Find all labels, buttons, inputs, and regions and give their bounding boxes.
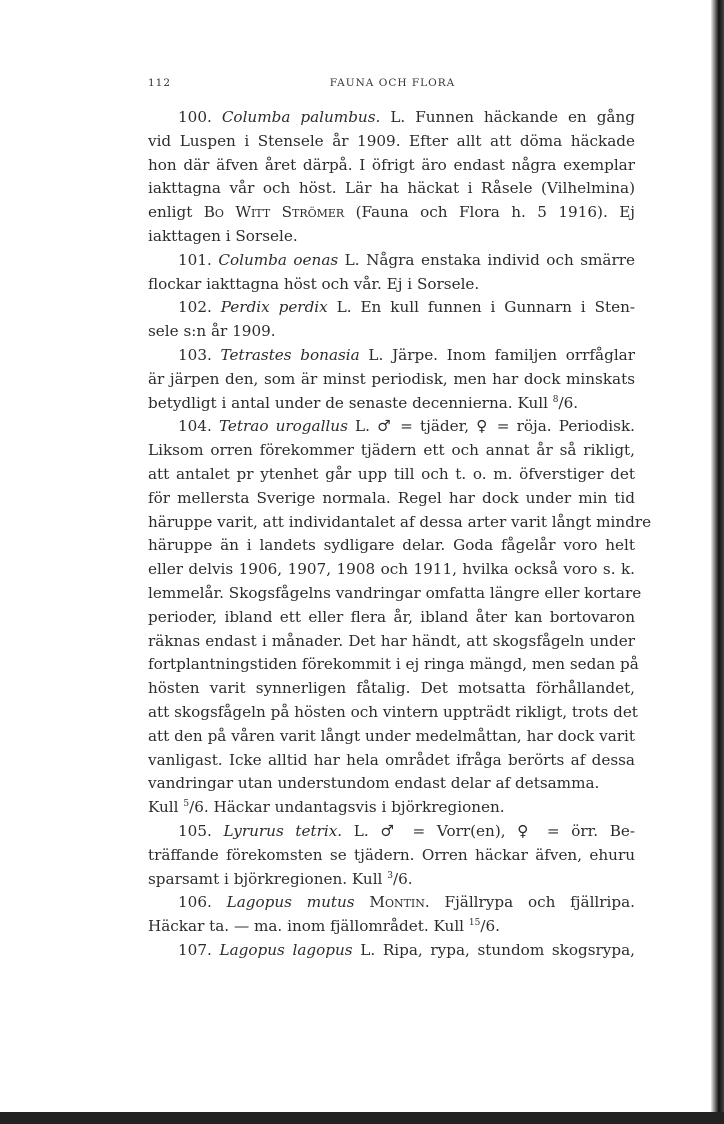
species-name: Tetrastes bonasia [220, 345, 360, 364]
text-run: att antalet pr ytenhet går upp till och t. o. m. öfverstiger det [148, 464, 635, 483]
text-run: att den på våren varit långt under medelmåttan, har dock varit [148, 726, 635, 745]
text-run: lemmelår. Skogsfågelns vandringar omfatta längre eller kortare [148, 583, 642, 602]
text-run: träffande förekomsten se tjädern. Orren häckar äfven, ehuru [148, 845, 635, 864]
text-run: Kull [148, 798, 184, 817]
text-run: fortplantningstiden förekommit i ej ringa mängd, men sedan på [148, 655, 639, 674]
text-line [148, 463, 635, 487]
text-run: vandringar utan understundom endast delar af detsamma. [148, 774, 600, 793]
body-text [148, 106, 652, 963]
text-run [355, 893, 370, 911]
species-name: Lagopus mutus [226, 893, 355, 912]
text-run: L. ♂ = Vorr(en), ♀ = örr. Be- [342, 821, 635, 840]
text-line [148, 273, 635, 297]
text-run: (Fauna och Flora h. 5 1916). Ej [344, 203, 635, 222]
species-name: Columba oenas [218, 250, 339, 269]
text-line [148, 868, 635, 892]
text-run: Bo Witt Strömer [203, 203, 345, 222]
text-run: Montin [369, 893, 425, 912]
running-header [148, 77, 637, 93]
text-line [148, 106, 635, 130]
scan-edge-bottom [0, 1112, 724, 1124]
text-line [148, 725, 635, 749]
text-run: iakttagna vår och höst. Lär ha häckat i Råsele (Vilhelmina) [148, 179, 635, 198]
text-run: sparsamt i björkregionen. Kull [148, 869, 388, 888]
text-line [148, 749, 635, 773]
scan-edge-right [711, 0, 724, 1124]
text-line [148, 177, 635, 201]
text-line [148, 630, 635, 654]
text-run: att skogsfågeln på hösten och vintern uppträdt rikligt, trots det [148, 702, 638, 721]
date-day: 8 [552, 394, 559, 405]
text-run: betydligt i antal under de senaste decennierna. Kull [148, 393, 553, 412]
text-run: . Fjällrypa och fjällripa. [424, 893, 636, 912]
text-line [148, 796, 635, 820]
text-run: räknas endast i månader. Det har händt, att skogsfågeln under [148, 631, 635, 650]
text-line [148, 415, 635, 439]
text-line [148, 606, 635, 630]
text-run: L. Funnen häckande en gång [380, 108, 635, 126]
text-line [148, 915, 635, 939]
running-title: FAUNA OCH FLORA [329, 77, 456, 89]
species-name: Columba palumbus. [221, 108, 381, 126]
text-run: Liksom orren förekommer tjädern ett och annat år så rikligt, [148, 441, 635, 460]
text-run: 102. [178, 298, 221, 317]
text-line [148, 130, 635, 154]
date-day: 5 [183, 799, 190, 810]
text-line [148, 653, 639, 677]
text-line [148, 511, 652, 535]
species-name: Lagopus lagopus [219, 940, 353, 959]
text-run: hon där äfven året därpå. I öfrigt äro endast några exemplar [148, 155, 635, 174]
text-line [148, 201, 635, 225]
text-run: är järpen den, som är minst periodisk, men har dock minskats [148, 369, 635, 388]
text-line [148, 891, 635, 915]
text-run: 106. [178, 893, 227, 912]
text-line [148, 582, 642, 606]
text-run: 105. [178, 821, 224, 840]
text-run: för mellersta Sverige normala. Regel har dock under min tid [148, 488, 635, 507]
text-line [148, 701, 638, 725]
text-run: L. Några enstaka individ och smärre [338, 250, 635, 269]
text-run: 103. [178, 345, 221, 364]
text-line [148, 939, 635, 963]
text-line [148, 225, 635, 249]
text-run: 107. [178, 940, 220, 959]
text-run: flockar iakttagna höst och vår. Ej i Sorsele. [148, 274, 480, 293]
text-run: häruppe varit, att individantalet af dessa arter varit långt mindre [148, 512, 652, 531]
text-run: L. Ripa, rypa, stundom skogsrypa, [352, 940, 635, 959]
text-line [148, 392, 635, 416]
text-line [148, 344, 635, 368]
text-line [148, 534, 635, 558]
text-run: enligt [148, 203, 204, 222]
text-line [148, 439, 635, 463]
text-run: L. En kull funnen i Gunnarn i Sten- [327, 298, 635, 317]
text-run: häruppe än i landets sydligare delar. Goda fågelår voro helt [148, 536, 635, 555]
text-run: eller delvis 1906, 1907, 1908 och 1911, hvilka också voro s. k. [148, 560, 635, 579]
text-line [148, 677, 635, 701]
text-run: hösten varit synnerligen fåtalig. Det motsatta förhållandet, [148, 679, 635, 698]
text-line [148, 772, 635, 796]
text-run: /6. [480, 917, 500, 936]
text-line [148, 296, 635, 320]
text-run: vid Luspen i Stensele år 1909. Efter allt att döma häckade [148, 131, 635, 150]
text-line [148, 487, 635, 511]
text-run: /6. [558, 393, 579, 412]
text-line [148, 320, 635, 344]
text-run: 104. [178, 417, 219, 436]
text-run: /6. Häckar undantagsvis i björkregionen. [189, 798, 505, 817]
date-day: 3 [387, 870, 393, 881]
text-line [148, 844, 635, 868]
text-run: /6. [392, 869, 413, 888]
text-line [148, 154, 635, 178]
text-run: 101. [178, 250, 219, 269]
text-run: vanligast. Icke alltid har hela området ifråga berörts af dessa [148, 750, 635, 769]
text-run: perioder, ibland ett eller flera år, ibland åter kan bortovaron [148, 607, 635, 626]
text-run: sele s:n år 1909. [148, 322, 276, 341]
date-day: 15 [468, 918, 481, 929]
text-line [148, 249, 635, 273]
species-name: Lyrurus tetrix. [223, 821, 343, 840]
text-line [148, 368, 635, 392]
text-line [148, 820, 635, 844]
text-run: iakttagen i Sorsele. [148, 226, 298, 245]
species-name: Tetrao urogallus [218, 417, 348, 436]
page-number: 112 [148, 77, 172, 89]
text-run: L. ♂ = tjäder, ♀ = röja. Periodisk. [347, 417, 635, 436]
species-name: Perdix perdix [220, 298, 328, 317]
text-run: 100. [178, 108, 222, 126]
text-run: L. Järpe. Inom familjen orrfåglar [359, 345, 635, 364]
text-run: Häckar ta. — ma. inom fjällområdet. Kull [148, 917, 469, 936]
text-line [148, 558, 635, 582]
